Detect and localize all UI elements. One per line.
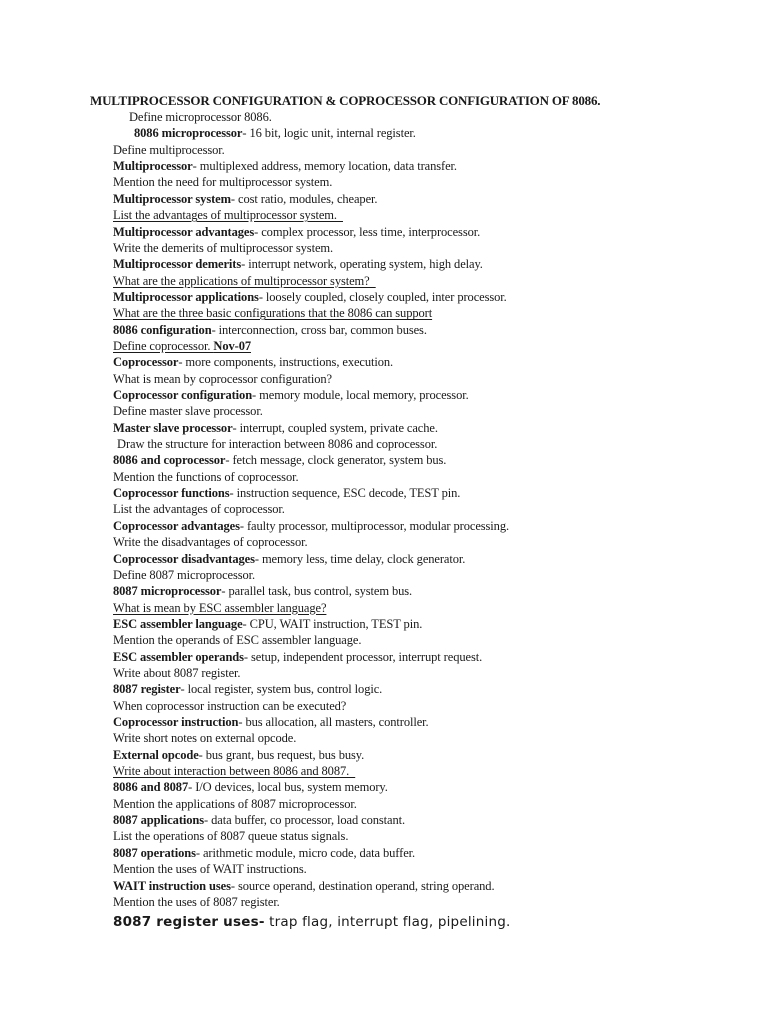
- answer-term: Multiprocessor demerits: [113, 257, 242, 272]
- question-line: [113, 601, 326, 615]
- question-line: [113, 829, 348, 843]
- answer-keywords: memory less, time delay, clock generator.: [261, 551, 466, 566]
- question-text: What is mean by ESC assembler language?: [113, 600, 327, 615]
- answer-keywords: instruction sequence, ESC decode, TEST pin.: [236, 486, 461, 501]
- answer-line: [113, 715, 429, 729]
- answer-term: Coprocessor: [113, 355, 179, 370]
- answer-line: [113, 780, 388, 794]
- answer-line: [113, 486, 460, 500]
- question-line: [113, 862, 307, 876]
- answer-term: Multiprocessor: [113, 159, 193, 174]
- question-text: Mention the uses of 8087 register.: [113, 894, 280, 909]
- question-line: [113, 372, 332, 386]
- answer-line: [134, 126, 416, 140]
- answer-term: 8086 and 8087: [113, 780, 189, 795]
- answer-term: 8087 register: [113, 682, 181, 697]
- question-line: [113, 208, 343, 222]
- answer-separator: -: [254, 224, 262, 239]
- question-line: [113, 339, 251, 353]
- question-text: Draw the structure for interaction between 8086 and coprocessor.: [114, 437, 438, 451]
- answer-keywords: local register, system bus, control logic.: [187, 682, 383, 697]
- question-line: [113, 764, 355, 778]
- answer-term: 8086 configuration: [113, 322, 212, 337]
- answer-keywords: bus allocation, all masters, controller.: [245, 715, 429, 729]
- answer-line: [113, 650, 482, 664]
- answer-separator: -: [180, 682, 188, 697]
- question-text: List the advantages of multiprocessor system.: [113, 208, 343, 223]
- question-line: [113, 666, 240, 680]
- answer-line: [113, 421, 438, 435]
- question-text: Define 8087 microprocessor.: [113, 567, 256, 582]
- answer-keywords: complex processor, less time, interprocessor.: [261, 224, 481, 239]
- answer-keywords: interconnection, cross bar, common buses.: [218, 322, 427, 337]
- answer-term: 8087 applications: [113, 813, 205, 828]
- answer-keywords: loosely coupled, closely coupled, inter processor.: [265, 289, 507, 304]
- question-line: [113, 470, 299, 484]
- answer-line: [113, 290, 507, 304]
- question-text: Define coprocessor.: [113, 338, 214, 353]
- answer-separator: -: [188, 780, 196, 795]
- question-text: Write the disadvantages of coprocessor.: [113, 535, 308, 550]
- question-text: Mention the uses of WAIT instructions.: [113, 862, 307, 877]
- answer-line: [113, 914, 510, 930]
- answer-term: Coprocessor disadvantages: [113, 551, 255, 566]
- answer-separator: -: [258, 289, 266, 304]
- question-line: [113, 535, 308, 549]
- question-line: [113, 143, 225, 157]
- question-text: Write about 8087 register.: [113, 665, 241, 680]
- answer-separator: -: [232, 420, 240, 435]
- question-text: What are the applications of multiprocessor system?: [113, 273, 376, 288]
- answer-term: 8086 microprocessor: [134, 126, 243, 141]
- answer-keywords: CPU, WAIT instruction, TEST pin.: [249, 616, 423, 631]
- answer-separator: -: [221, 584, 229, 599]
- answer-separator: -: [243, 649, 252, 664]
- answer-term: Multiprocessor advantages: [113, 224, 255, 239]
- question-text: Mention the operands of ESC assembler language.: [113, 633, 362, 648]
- answer-keywords: interrupt, coupled system, private cache.: [239, 420, 438, 435]
- answer-line: [113, 584, 412, 598]
- question-line: [113, 895, 280, 909]
- answer-term: External opcode: [113, 747, 199, 762]
- question-line: [129, 110, 272, 124]
- answer-separator: -: [204, 813, 212, 828]
- answer-separator: -: [242, 126, 250, 141]
- answer-separator: -: [230, 191, 239, 206]
- answer-keywords: interrupt network, operating system, high delay.: [248, 257, 483, 272]
- question-line: [113, 404, 263, 418]
- question-line: [113, 274, 376, 288]
- question-text: Write the demerits of multiprocessor system.: [113, 240, 334, 255]
- question-text: Write about interaction between 8086 and 8087.: [113, 764, 356, 778]
- exam-date-label: Nov-07: [213, 338, 251, 353]
- answer-line: [113, 519, 509, 533]
- answer-term: Multiprocessor applications: [113, 289, 259, 304]
- answer-separator: -: [211, 322, 219, 337]
- answer-separator: -: [239, 518, 247, 533]
- answer-keywords: setup, independent processor, interrupt request.: [251, 649, 483, 664]
- answer-separator: -: [230, 878, 238, 893]
- answer-keywords: bus grant, bus request, bus busy.: [205, 747, 365, 762]
- answer-term: 8087 microprocessor: [113, 584, 222, 599]
- question-text: Define master slave processor.: [113, 404, 263, 419]
- question-line: [113, 568, 255, 582]
- answer-separator: -: [229, 486, 237, 501]
- answer-separator: -: [242, 616, 250, 631]
- document-title: MULTIPROCESSOR CONFIGURATION & COPROCESSOR CONFIGURATION OF 8086.: [90, 93, 601, 108]
- answer-keywords: multiplexed address, memory location, data transfer.: [199, 159, 457, 174]
- question-line: [113, 502, 285, 516]
- answer-term: ESC assembler language: [113, 616, 243, 631]
- answer-keywords: cost ratio, modules, cheaper.: [238, 191, 378, 206]
- answer-term: 8087 register uses-: [113, 914, 265, 931]
- answer-keywords: 16 bit, logic unit, internal register.: [249, 126, 416, 141]
- question-text: What are the three basic configurations that the 8086 can support: [113, 306, 433, 321]
- answer-line: [113, 192, 377, 206]
- answer-separator: -: [238, 715, 246, 729]
- question-line: [114, 437, 437, 451]
- answer-term: WAIT instruction uses: [113, 878, 231, 893]
- question-line: [113, 731, 296, 745]
- answer-line: [113, 257, 483, 271]
- answer-line: [113, 552, 465, 566]
- answer-line: [113, 879, 494, 893]
- answer-term: Coprocessor advantages: [113, 518, 240, 533]
- answer-line: [113, 748, 364, 762]
- answer-line: [113, 846, 415, 860]
- answer-keywords: fetch message, clock generator, system bus.: [232, 453, 447, 468]
- question-line: [113, 633, 361, 647]
- answer-line: [113, 682, 382, 696]
- question-text: List the operations of 8087 queue status signals.: [113, 829, 349, 844]
- answer-line: [113, 225, 480, 239]
- answer-separator: -: [198, 747, 206, 762]
- answer-keywords: trap flag, interrupt flag, pipelining.: [269, 914, 511, 931]
- answer-term: ESC assembler operands: [113, 649, 244, 664]
- answer-line: [113, 355, 393, 369]
- answer-keywords: memory module, local memory, processor.: [259, 388, 469, 402]
- question-text: When coprocessor instruction can be executed?: [113, 698, 347, 713]
- answer-term: Coprocessor configuration: [113, 388, 253, 402]
- answer-separator: -: [225, 453, 233, 468]
- answer-line: [113, 159, 457, 173]
- answer-line: [113, 813, 405, 827]
- question-line: [113, 175, 332, 189]
- answer-term: Multiprocessor system: [113, 191, 231, 206]
- question-line: [113, 306, 432, 320]
- answer-separator: -: [254, 551, 262, 566]
- question-line: [113, 241, 333, 255]
- answer-keywords: source operand, destination operand, string operand.: [237, 878, 495, 893]
- answer-keywords: data buffer, co processor, load constant.: [211, 813, 406, 828]
- question-line: [113, 797, 357, 811]
- answer-keywords: arithmetic module, micro code, data buffer.: [202, 845, 416, 860]
- answer-separator: -: [178, 355, 186, 370]
- answer-separator: -: [195, 845, 203, 860]
- question-text: What is mean by coprocessor configuration?: [113, 371, 332, 386]
- answer-line: [113, 453, 446, 467]
- answer-separator: -: [192, 159, 200, 174]
- question-text: Write short notes on external opcode.: [113, 731, 297, 746]
- answer-line: [113, 388, 469, 402]
- question-text: List the advantages of coprocessor.: [113, 502, 285, 517]
- question-text: Mention the need for multiprocessor system.: [113, 175, 333, 190]
- answer-keywords: faulty processor, multiprocessor, modular processing.: [246, 518, 509, 533]
- question-text: Define multiprocessor.: [113, 142, 225, 157]
- answer-term: Master slave processor: [113, 420, 233, 435]
- answer-keywords: I/O devices, local bus, system memory.: [195, 780, 388, 795]
- answer-line: [113, 617, 422, 631]
- question-text: Mention the applications of 8087 microprocessor.: [113, 796, 357, 811]
- answer-keywords: more components, instructions, execution.: [185, 355, 394, 370]
- question-line: [113, 699, 346, 713]
- answer-term: Coprocessor instruction: [113, 715, 239, 729]
- answer-separator: -: [252, 388, 260, 402]
- question-text: Define microprocessor 8086.: [129, 110, 272, 124]
- answer-term: Coprocessor functions: [113, 486, 230, 501]
- answer-term: 8087 operations: [113, 845, 196, 860]
- answer-term: 8086 and coprocessor: [113, 453, 226, 468]
- answer-keywords: parallel task, bus control, system bus.: [228, 584, 413, 599]
- question-text: Mention the functions of coprocessor.: [113, 469, 299, 484]
- answer-separator: -: [241, 257, 249, 272]
- answer-line: [113, 323, 427, 337]
